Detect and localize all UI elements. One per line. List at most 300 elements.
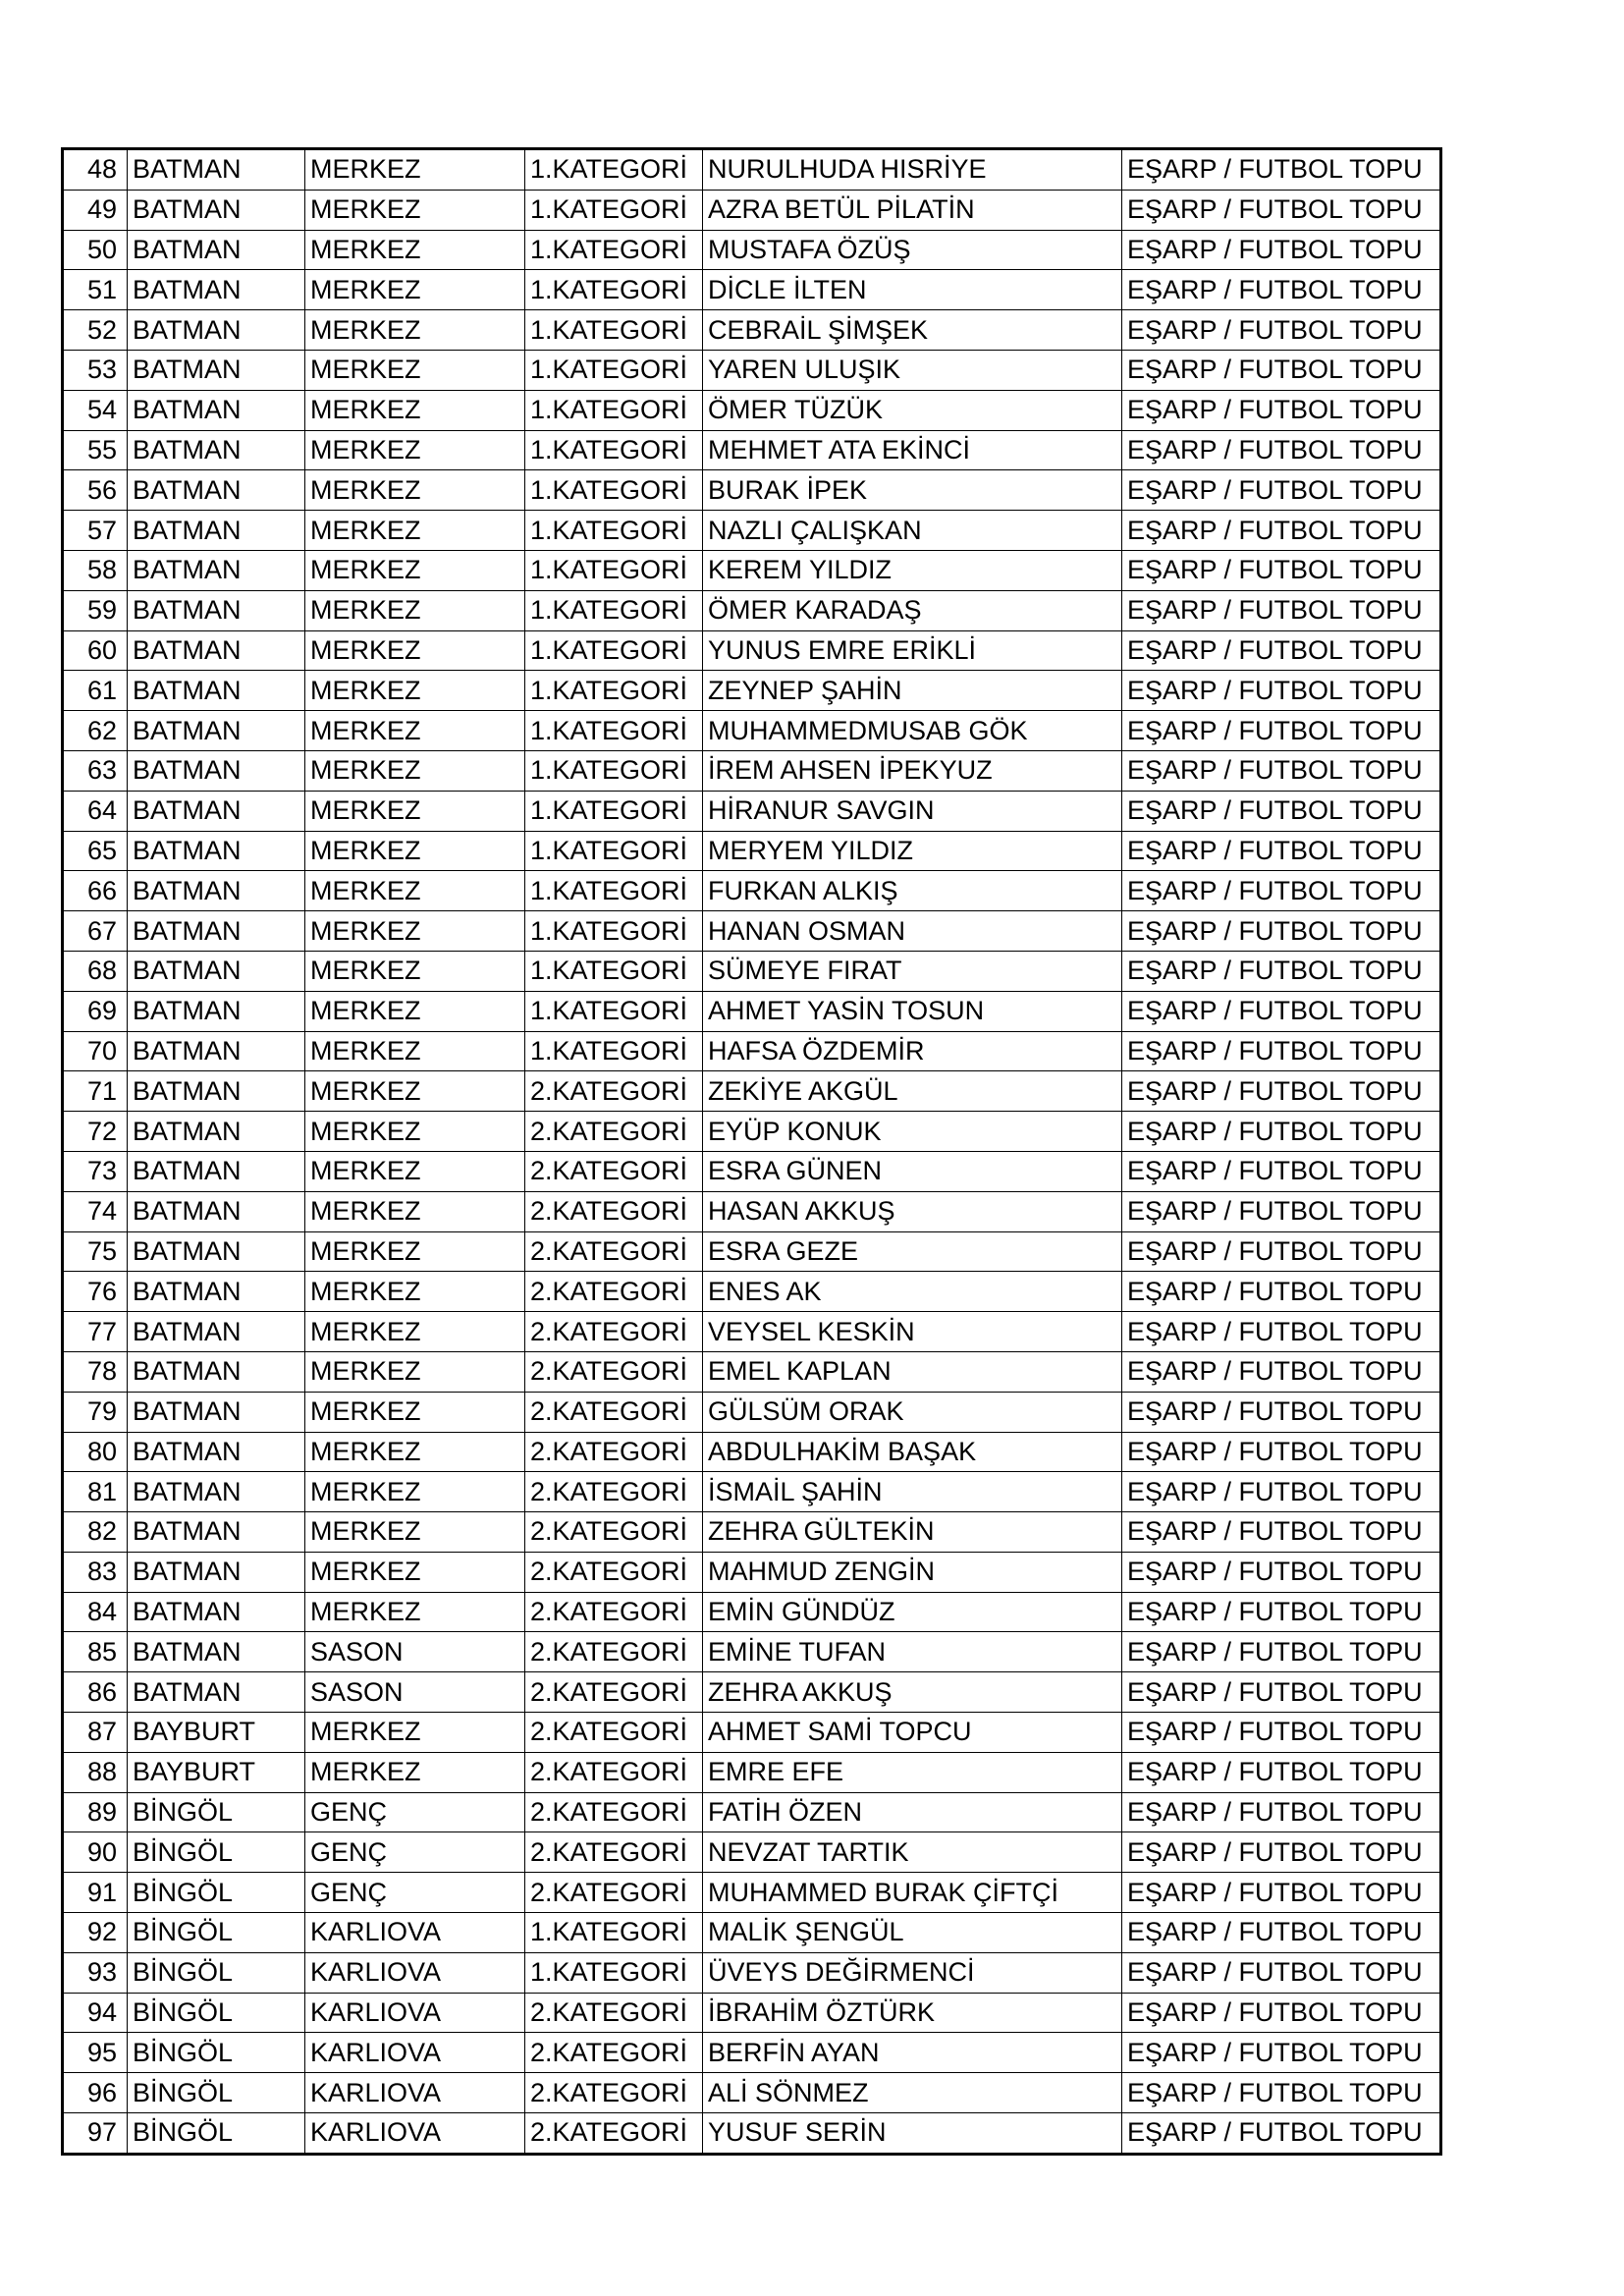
name-cell: VEYSEL KESKİN xyxy=(703,1312,1122,1352)
district-cell: MERKEZ xyxy=(305,831,525,871)
district-cell: MERKEZ xyxy=(305,871,525,911)
province-cell: BATMAN xyxy=(128,1191,305,1231)
province-cell: BİNGÖL xyxy=(128,1832,305,1873)
province-cell: BATMAN xyxy=(128,590,305,630)
province-cell: BATMAN xyxy=(128,1432,305,1472)
category-cell: 2.KATEGORİ xyxy=(525,1351,703,1392)
district-cell: MERKEZ xyxy=(305,1231,525,1272)
table-row xyxy=(63,1112,1441,1152)
name-cell: ÖMER TÜZÜK xyxy=(703,390,1122,430)
name-cell: FURKAN ALKIŞ xyxy=(703,871,1122,911)
table-row xyxy=(63,1272,1441,1312)
province-cell: BATMAN xyxy=(128,791,305,831)
category-cell: 1.KATEGORİ xyxy=(525,671,703,711)
row-number-cell: 74 xyxy=(63,1191,128,1231)
province-cell: BİNGÖL xyxy=(128,1792,305,1832)
row-number-cell: 92 xyxy=(63,1913,128,1953)
category-cell: 2.KATEGORİ xyxy=(525,1272,703,1312)
row-number-cell: 93 xyxy=(63,1952,128,1993)
name-cell: BURAK İPEK xyxy=(703,470,1122,511)
province-cell: BATMAN xyxy=(128,711,305,751)
district-cell: MERKEZ xyxy=(305,1312,525,1352)
name-cell: DİCLE İLTEN xyxy=(703,270,1122,310)
row-number-cell: 65 xyxy=(63,831,128,871)
row-number-cell: 85 xyxy=(63,1632,128,1672)
prize-cell: EŞARP / FUTBOL TOPU xyxy=(1122,750,1441,791)
prize-cell: EŞARP / FUTBOL TOPU xyxy=(1122,2073,1441,2113)
category-cell: 1.KATEGORİ xyxy=(525,149,703,191)
name-cell: AHMET SAMİ TOPCU xyxy=(703,1713,1122,1753)
prize-cell: EŞARP / FUTBOL TOPU xyxy=(1122,671,1441,711)
prize-cell: EŞARP / FUTBOL TOPU xyxy=(1122,1432,1441,1472)
results-table xyxy=(61,147,1442,2156)
district-cell: MERKEZ xyxy=(305,750,525,791)
name-cell: FATİH ÖZEN xyxy=(703,1792,1122,1832)
row-number-cell: 96 xyxy=(63,2073,128,2113)
prize-cell: EŞARP / FUTBOL TOPU xyxy=(1122,1952,1441,1993)
name-cell: ZEKİYE AKGÜL xyxy=(703,1071,1122,1112)
category-cell: 1.KATEGORİ xyxy=(525,871,703,911)
province-cell: BATMAN xyxy=(128,671,305,711)
category-cell: 1.KATEGORİ xyxy=(525,310,703,351)
name-cell: AHMET YASİN TOSUN xyxy=(703,991,1122,1031)
prize-cell: EŞARP / FUTBOL TOPU xyxy=(1122,871,1441,911)
table-row xyxy=(63,1672,1441,1713)
district-cell: MERKEZ xyxy=(305,911,525,952)
row-number-cell: 76 xyxy=(63,1272,128,1312)
row-number-cell: 83 xyxy=(63,1552,128,1592)
category-cell: 1.KATEGORİ xyxy=(525,1952,703,1993)
district-cell: MERKEZ xyxy=(305,1752,525,1792)
category-cell: 2.KATEGORİ xyxy=(525,1672,703,1713)
province-cell: BAYBURT xyxy=(128,1752,305,1792)
name-cell: ZEHRA GÜLTEKİN xyxy=(703,1512,1122,1553)
district-cell: KARLIOVA xyxy=(305,1993,525,2033)
category-cell: 2.KATEGORİ xyxy=(525,1752,703,1792)
table-row xyxy=(63,951,1441,991)
prize-cell: EŞARP / FUTBOL TOPU xyxy=(1122,1873,1441,1913)
province-cell: BATMAN xyxy=(128,831,305,871)
district-cell: KARLIOVA xyxy=(305,1913,525,1953)
row-number-cell: 48 xyxy=(63,149,128,191)
district-cell: SASON xyxy=(305,1672,525,1713)
row-number-cell: 75 xyxy=(63,1231,128,1272)
row-number-cell: 51 xyxy=(63,270,128,310)
category-cell: 1.KATEGORİ xyxy=(525,831,703,871)
row-number-cell: 70 xyxy=(63,1031,128,1071)
name-cell: ABDULHAKİM BAŞAK xyxy=(703,1432,1122,1472)
row-number-cell: 50 xyxy=(63,230,128,270)
prize-cell: EŞARP / FUTBOL TOPU xyxy=(1122,1472,1441,1512)
province-cell: BATMAN xyxy=(128,550,305,590)
category-cell: 1.KATEGORİ xyxy=(525,430,703,470)
table-row xyxy=(63,791,1441,831)
table-row xyxy=(63,750,1441,791)
name-cell: KEREM YILDIZ xyxy=(703,550,1122,590)
table-row xyxy=(63,1472,1441,1512)
name-cell: CEBRAİL ŞİMŞEK xyxy=(703,310,1122,351)
province-cell: BATMAN xyxy=(128,230,305,270)
table-row xyxy=(63,911,1441,952)
table-row xyxy=(63,2073,1441,2113)
table-row xyxy=(63,1632,1441,1672)
province-cell: BATMAN xyxy=(128,1151,305,1191)
district-cell: MERKEZ xyxy=(305,951,525,991)
prize-cell: EŞARP / FUTBOL TOPU xyxy=(1122,911,1441,952)
row-number-cell: 69 xyxy=(63,991,128,1031)
prize-cell: EŞARP / FUTBOL TOPU xyxy=(1122,550,1441,590)
row-number-cell: 54 xyxy=(63,390,128,430)
row-number-cell: 72 xyxy=(63,1112,128,1152)
table-row xyxy=(63,1752,1441,1792)
category-cell: 1.KATEGORİ xyxy=(525,1031,703,1071)
table-row xyxy=(63,1351,1441,1392)
row-number-cell: 59 xyxy=(63,590,128,630)
table-row xyxy=(63,1031,1441,1071)
row-number-cell: 86 xyxy=(63,1672,128,1713)
prize-cell: EŞARP / FUTBOL TOPU xyxy=(1122,1031,1441,1071)
row-number-cell: 94 xyxy=(63,1993,128,2033)
district-cell: KARLIOVA xyxy=(305,2073,525,2113)
prize-cell: EŞARP / FUTBOL TOPU xyxy=(1122,511,1441,551)
row-number-cell: 61 xyxy=(63,671,128,711)
name-cell: EYÜP KONUK xyxy=(703,1112,1122,1152)
prize-cell: EŞARP / FUTBOL TOPU xyxy=(1122,1071,1441,1112)
category-cell: 1.KATEGORİ xyxy=(525,470,703,511)
prize-cell: EŞARP / FUTBOL TOPU xyxy=(1122,1713,1441,1753)
province-cell: BİNGÖL xyxy=(128,1873,305,1913)
prize-cell: EŞARP / FUTBOL TOPU xyxy=(1122,1592,1441,1632)
province-cell: BATMAN xyxy=(128,350,305,390)
district-cell: MERKEZ xyxy=(305,1713,525,1753)
name-cell: NURULHUDA HISRİYE xyxy=(703,149,1122,191)
province-cell: BİNGÖL xyxy=(128,2073,305,2113)
district-cell: MERKEZ xyxy=(305,270,525,310)
name-cell: ÖMER KARADAŞ xyxy=(703,590,1122,630)
name-cell: ENES AK xyxy=(703,1272,1122,1312)
category-cell: 2.KATEGORİ xyxy=(525,1873,703,1913)
prize-cell: EŞARP / FUTBOL TOPU xyxy=(1122,1351,1441,1392)
province-cell: BATMAN xyxy=(128,310,305,351)
name-cell: SÜMEYE FIRAT xyxy=(703,951,1122,991)
province-cell: BATMAN xyxy=(128,1231,305,1272)
table-row xyxy=(63,310,1441,351)
row-number-cell: 88 xyxy=(63,1752,128,1792)
category-cell: 2.KATEGORİ xyxy=(525,2073,703,2113)
category-cell: 1.KATEGORİ xyxy=(525,390,703,430)
table-row xyxy=(63,871,1441,911)
row-number-cell: 68 xyxy=(63,951,128,991)
province-cell: BİNGÖL xyxy=(128,1993,305,2033)
category-cell: 2.KATEGORİ xyxy=(525,1552,703,1592)
name-cell: İBRAHİM ÖZTÜRK xyxy=(703,1993,1122,2033)
name-cell: ESRA GEZE xyxy=(703,1231,1122,1272)
province-cell: BATMAN xyxy=(128,630,305,671)
row-number-cell: 97 xyxy=(63,2113,128,2155)
district-cell: MERKEZ xyxy=(305,1191,525,1231)
row-number-cell: 53 xyxy=(63,350,128,390)
table-row xyxy=(63,1151,1441,1191)
name-cell: ZEYNEP ŞAHİN xyxy=(703,671,1122,711)
province-cell: BATMAN xyxy=(128,750,305,791)
table-row xyxy=(63,590,1441,630)
district-cell: GENÇ xyxy=(305,1873,525,1913)
row-number-cell: 64 xyxy=(63,791,128,831)
prize-cell: EŞARP / FUTBOL TOPU xyxy=(1122,430,1441,470)
prize-cell: EŞARP / FUTBOL TOPU xyxy=(1122,230,1441,270)
province-cell: BATMAN xyxy=(128,1031,305,1071)
name-cell: MAHMUD ZENGİN xyxy=(703,1552,1122,1592)
prize-cell: EŞARP / FUTBOL TOPU xyxy=(1122,590,1441,630)
district-cell: MERKEZ xyxy=(305,1351,525,1392)
table-row xyxy=(63,430,1441,470)
name-cell: GÜLSÜM ORAK xyxy=(703,1392,1122,1432)
category-cell: 1.KATEGORİ xyxy=(525,791,703,831)
row-number-cell: 56 xyxy=(63,470,128,511)
category-cell: 2.KATEGORİ xyxy=(525,2033,703,2073)
row-number-cell: 57 xyxy=(63,511,128,551)
name-cell: HAFSA ÖZDEMİR xyxy=(703,1031,1122,1071)
district-cell: MERKEZ xyxy=(305,390,525,430)
table-row xyxy=(63,1432,1441,1472)
category-cell: 2.KATEGORİ xyxy=(525,1512,703,1553)
category-cell: 1.KATEGORİ xyxy=(525,1913,703,1953)
row-number-cell: 66 xyxy=(63,871,128,911)
prize-cell: EŞARP / FUTBOL TOPU xyxy=(1122,1512,1441,1553)
table-row xyxy=(63,390,1441,430)
district-cell: MERKEZ xyxy=(305,470,525,511)
row-number-cell: 80 xyxy=(63,1432,128,1472)
province-cell: BATMAN xyxy=(128,1312,305,1352)
district-cell: MERKEZ xyxy=(305,1031,525,1071)
prize-cell: EŞARP / FUTBOL TOPU xyxy=(1122,190,1441,230)
province-cell: BİNGÖL xyxy=(128,2033,305,2073)
table-row xyxy=(63,671,1441,711)
district-cell: KARLIOVA xyxy=(305,2033,525,2073)
province-cell: BATMAN xyxy=(128,390,305,430)
category-cell: 2.KATEGORİ xyxy=(525,1312,703,1352)
table-row xyxy=(63,1191,1441,1231)
name-cell: MUHAMMED BURAK ÇİFTÇİ xyxy=(703,1873,1122,1913)
name-cell: AZRA BETÜL PİLATİN xyxy=(703,190,1122,230)
row-number-cell: 77 xyxy=(63,1312,128,1352)
table-row xyxy=(63,350,1441,390)
table-row xyxy=(63,1071,1441,1112)
district-cell: MERKEZ xyxy=(305,1272,525,1312)
table-row xyxy=(63,711,1441,751)
district-cell: GENÇ xyxy=(305,1832,525,1873)
category-cell: 2.KATEGORİ xyxy=(525,1632,703,1672)
district-cell: MERKEZ xyxy=(305,711,525,751)
table-row xyxy=(63,1873,1441,1913)
name-cell: MALİK ŞENGÜL xyxy=(703,1913,1122,1953)
province-cell: BATMAN xyxy=(128,1392,305,1432)
district-cell: GENÇ xyxy=(305,1792,525,1832)
district-cell: MERKEZ xyxy=(305,1472,525,1512)
district-cell: MERKEZ xyxy=(305,230,525,270)
table-row xyxy=(63,1832,1441,1873)
category-cell: 2.KATEGORİ xyxy=(525,1592,703,1632)
category-cell: 1.KATEGORİ xyxy=(525,911,703,952)
row-number-cell: 62 xyxy=(63,711,128,751)
category-cell: 2.KATEGORİ xyxy=(525,1792,703,1832)
category-cell: 1.KATEGORİ xyxy=(525,590,703,630)
row-number-cell: 81 xyxy=(63,1472,128,1512)
category-cell: 2.KATEGORİ xyxy=(525,1112,703,1152)
district-cell: MERKEZ xyxy=(305,149,525,191)
row-number-cell: 84 xyxy=(63,1592,128,1632)
prize-cell: EŞARP / FUTBOL TOPU xyxy=(1122,991,1441,1031)
row-number-cell: 60 xyxy=(63,630,128,671)
province-cell: BATMAN xyxy=(128,1071,305,1112)
prize-cell: EŞARP / FUTBOL TOPU xyxy=(1122,1112,1441,1152)
category-cell: 2.KATEGORİ xyxy=(525,1191,703,1231)
name-cell: BERFİN AYAN xyxy=(703,2033,1122,2073)
prize-cell: EŞARP / FUTBOL TOPU xyxy=(1122,270,1441,310)
prize-cell: EŞARP / FUTBOL TOPU xyxy=(1122,791,1441,831)
province-cell: BATMAN xyxy=(128,430,305,470)
prize-cell: EŞARP / FUTBOL TOPU xyxy=(1122,1151,1441,1191)
name-cell: YUNUS EMRE ERİKLİ xyxy=(703,630,1122,671)
province-cell: BATMAN xyxy=(128,1592,305,1632)
prize-cell: EŞARP / FUTBOL TOPU xyxy=(1122,711,1441,751)
province-cell: BATMAN xyxy=(128,1672,305,1713)
category-cell: 1.KATEGORİ xyxy=(525,630,703,671)
prize-cell: EŞARP / FUTBOL TOPU xyxy=(1122,1752,1441,1792)
district-cell: SASON xyxy=(305,1632,525,1672)
district-cell: MERKEZ xyxy=(305,1512,525,1553)
district-cell: MERKEZ xyxy=(305,590,525,630)
row-number-cell: 58 xyxy=(63,550,128,590)
row-number-cell: 87 xyxy=(63,1713,128,1753)
row-number-cell: 52 xyxy=(63,310,128,351)
name-cell: HİRANUR SAVGIN xyxy=(703,791,1122,831)
table-row xyxy=(63,230,1441,270)
province-cell: BATMAN xyxy=(128,911,305,952)
prize-cell: EŞARP / FUTBOL TOPU xyxy=(1122,1231,1441,1272)
row-number-cell: 73 xyxy=(63,1151,128,1191)
district-cell: MERKEZ xyxy=(305,430,525,470)
category-cell: 2.KATEGORİ xyxy=(525,1392,703,1432)
province-cell: BATMAN xyxy=(128,951,305,991)
table-row xyxy=(63,1792,1441,1832)
table-row xyxy=(63,1913,1441,1953)
prize-cell: EŞARP / FUTBOL TOPU xyxy=(1122,390,1441,430)
prize-cell: EŞARP / FUTBOL TOPU xyxy=(1122,1993,1441,2033)
name-cell: ZEHRA AKKUŞ xyxy=(703,1672,1122,1713)
table-row xyxy=(63,1993,1441,2033)
name-cell: MERYEM YILDIZ xyxy=(703,831,1122,871)
prize-cell: EŞARP / FUTBOL TOPU xyxy=(1122,1632,1441,1672)
province-cell: BATMAN xyxy=(128,871,305,911)
district-cell: MERKEZ xyxy=(305,550,525,590)
table-body xyxy=(63,149,1441,2155)
prize-cell: EŞARP / FUTBOL TOPU xyxy=(1122,1272,1441,1312)
category-cell: 1.KATEGORİ xyxy=(525,511,703,551)
district-cell: MERKEZ xyxy=(305,190,525,230)
category-cell: 1.KATEGORİ xyxy=(525,190,703,230)
name-cell: NEVZAT TARTIK xyxy=(703,1832,1122,1873)
name-cell: MUSTAFA ÖZÜŞ xyxy=(703,230,1122,270)
district-cell: MERKEZ xyxy=(305,1592,525,1632)
province-cell: BATMAN xyxy=(128,149,305,191)
category-cell: 2.KATEGORİ xyxy=(525,1472,703,1512)
category-cell: 1.KATEGORİ xyxy=(525,750,703,791)
table-row xyxy=(63,991,1441,1031)
province-cell: BATMAN xyxy=(128,190,305,230)
province-cell: BATMAN xyxy=(128,991,305,1031)
table-row xyxy=(63,1592,1441,1632)
category-cell: 1.KATEGORİ xyxy=(525,550,703,590)
table-row xyxy=(63,1512,1441,1553)
district-cell: MERKEZ xyxy=(305,671,525,711)
district-cell: MERKEZ xyxy=(305,1071,525,1112)
row-number-cell: 79 xyxy=(63,1392,128,1432)
table-row xyxy=(63,1952,1441,1993)
table-row xyxy=(63,1312,1441,1352)
category-cell: 2.KATEGORİ xyxy=(525,2113,703,2155)
table-row xyxy=(63,1713,1441,1753)
district-cell: MERKEZ xyxy=(305,991,525,1031)
province-cell: BATMAN xyxy=(128,1112,305,1152)
category-cell: 1.KATEGORİ xyxy=(525,350,703,390)
row-number-cell: 49 xyxy=(63,190,128,230)
prize-cell: EŞARP / FUTBOL TOPU xyxy=(1122,1392,1441,1432)
name-cell: YUSUF SERİN xyxy=(703,2113,1122,2155)
name-cell: NAZLI ÇALIŞKAN xyxy=(703,511,1122,551)
row-number-cell: 67 xyxy=(63,911,128,952)
prize-cell: EŞARP / FUTBOL TOPU xyxy=(1122,1913,1441,1953)
table-row xyxy=(63,2113,1441,2155)
row-number-cell: 90 xyxy=(63,1832,128,1873)
category-cell: 1.KATEGORİ xyxy=(525,230,703,270)
district-cell: KARLIOVA xyxy=(305,1952,525,1993)
table-row xyxy=(63,1392,1441,1432)
district-cell: MERKEZ xyxy=(305,630,525,671)
table-row xyxy=(63,190,1441,230)
name-cell: HANAN OSMAN xyxy=(703,911,1122,952)
category-cell: 2.KATEGORİ xyxy=(525,1432,703,1472)
province-cell: BATMAN xyxy=(128,1552,305,1592)
prize-cell: EŞARP / FUTBOL TOPU xyxy=(1122,350,1441,390)
province-cell: BATMAN xyxy=(128,511,305,551)
table-row xyxy=(63,270,1441,310)
prize-cell: EŞARP / FUTBOL TOPU xyxy=(1122,630,1441,671)
province-cell: BİNGÖL xyxy=(128,1952,305,1993)
province-cell: BAYBURT xyxy=(128,1713,305,1753)
prize-cell: EŞARP / FUTBOL TOPU xyxy=(1122,149,1441,191)
category-cell: 2.KATEGORİ xyxy=(525,1832,703,1873)
province-cell: BATMAN xyxy=(128,270,305,310)
name-cell: EMEL KAPLAN xyxy=(703,1351,1122,1392)
district-cell: KARLIOVA xyxy=(305,2113,525,2155)
district-cell: MERKEZ xyxy=(305,1151,525,1191)
name-cell: ESRA GÜNEN xyxy=(703,1151,1122,1191)
row-number-cell: 63 xyxy=(63,750,128,791)
province-cell: BATMAN xyxy=(128,1512,305,1553)
district-cell: MERKEZ xyxy=(305,791,525,831)
province-cell: BATMAN xyxy=(128,1632,305,1672)
category-cell: 2.KATEGORİ xyxy=(525,1071,703,1112)
name-cell: İSMAİL ŞAHİN xyxy=(703,1472,1122,1512)
row-number-cell: 78 xyxy=(63,1351,128,1392)
prize-cell: EŞARP / FUTBOL TOPU xyxy=(1122,1312,1441,1352)
name-cell: EMRE EFE xyxy=(703,1752,1122,1792)
province-cell: BATMAN xyxy=(128,1351,305,1392)
prize-cell: EŞARP / FUTBOL TOPU xyxy=(1122,2033,1441,2073)
row-number-cell: 82 xyxy=(63,1512,128,1553)
province-cell: BATMAN xyxy=(128,470,305,511)
